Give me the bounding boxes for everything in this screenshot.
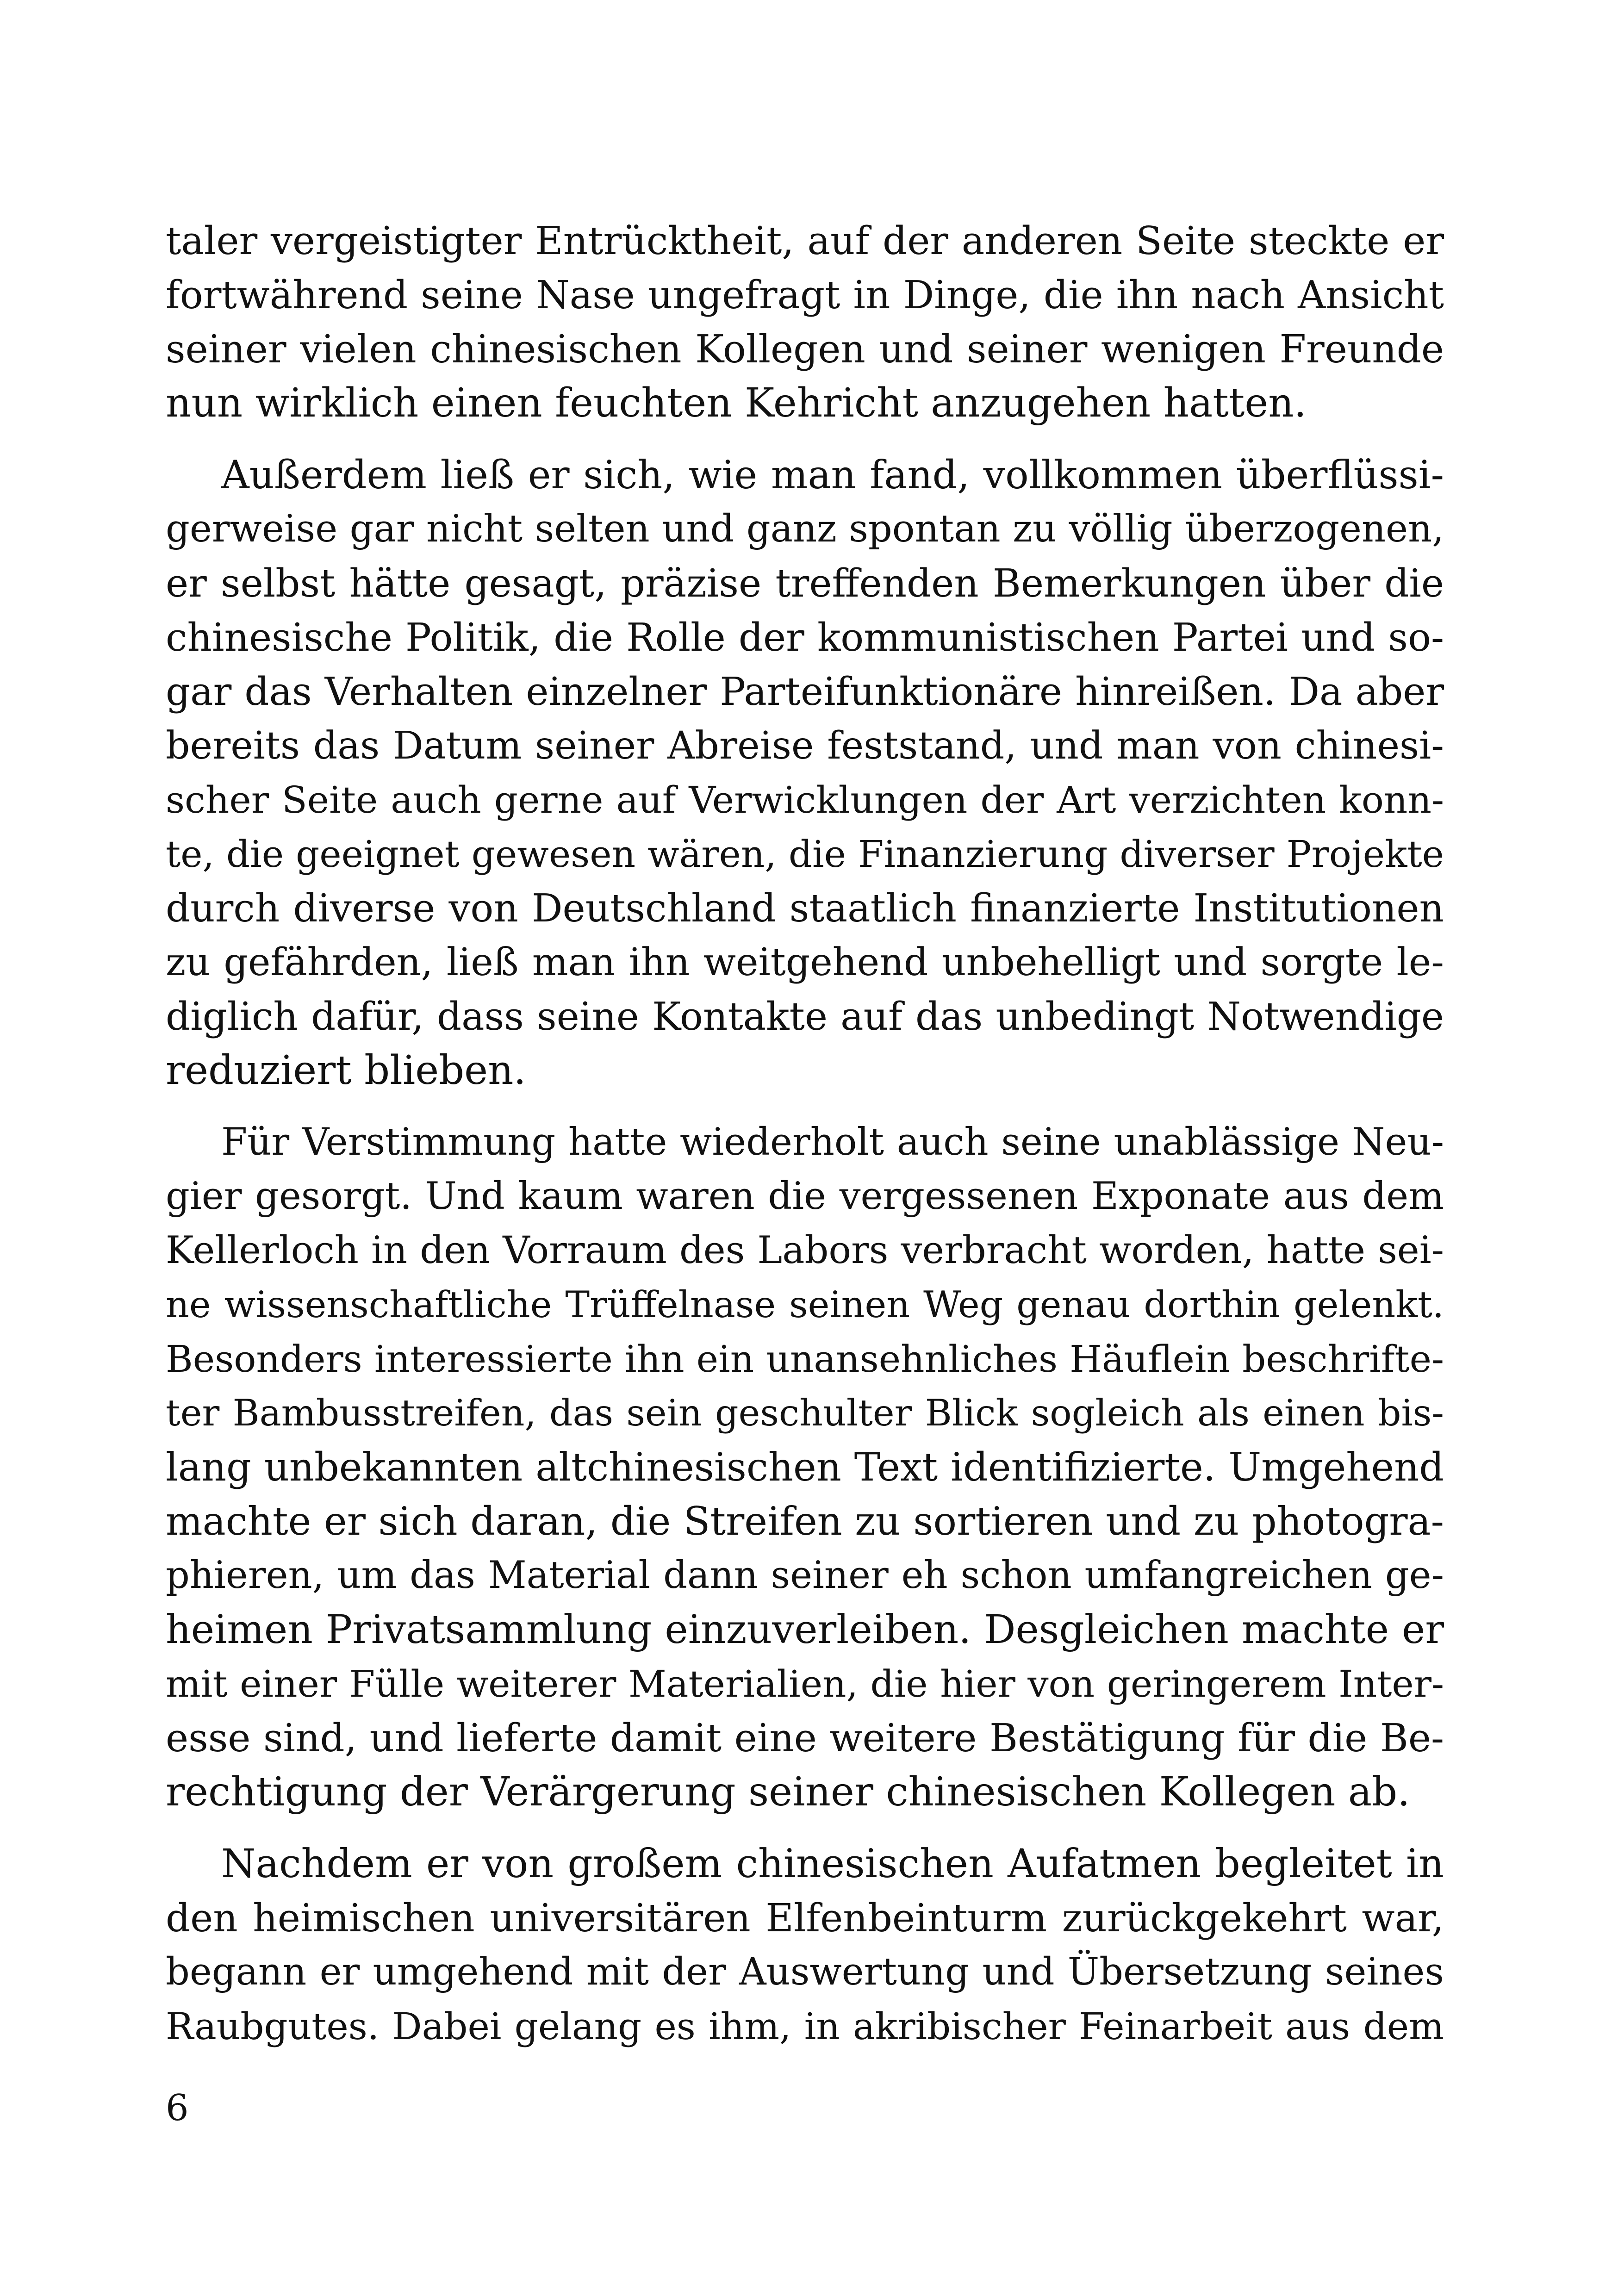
paragraph: [166, 448, 1444, 1098]
text-line: fortwährend seine Nase ungefragt in Dinge, die ihn nach Ansicht: [166, 273, 1444, 317]
text-line: gier gesorgt. Und kaum waren die vergessenen Exponate aus dem: [166, 1175, 1444, 1218]
text-line: Außerdem ließ er sich, wie man fand, vollkommen überflüssi-: [221, 452, 1444, 498]
paragraph: [166, 214, 1444, 430]
paragraph-gap: [166, 1819, 1444, 1837]
text-line: machte er sich daran, die Streifen zu sortieren und zu photogra-: [166, 1499, 1444, 1544]
text-line: taler vergeistigter Entrücktheit, auf der anderen Seite steckte er: [166, 218, 1444, 263]
text-line: Raubgutes. Dabei gelang es ihm, in akribischer Feinarbeit aus dem: [166, 2005, 1444, 2048]
text-line: te, die geeignet gewesen wären, die Finanzierung diverser Projekte: [166, 833, 1444, 876]
paragraph: [166, 1837, 1444, 2053]
text-line: seiner vielen chinesischen Kollegen und seiner wenigen Freunde: [166, 327, 1444, 372]
text-line: rechtigung der Verärgerung seiner chinesischen Kollegen ab.: [166, 1769, 1410, 1815]
page-number: 6: [166, 2087, 189, 2129]
text-line: Nachdem er von großem chinesischen Aufatmen begleitet in: [221, 1841, 1444, 1887]
text-line: zu gefährden, ließ man ihn weitgehend unbehelligt und sorgte le-: [166, 940, 1444, 984]
text-line: esse sind, und lieferte damit eine weitere Bestätigung für die Be-: [166, 1716, 1444, 1761]
text-line: ter Bambusstreifen, das sein geschulter Blick sogleich als einen bis-: [166, 1392, 1444, 1434]
paragraph: [166, 1115, 1444, 1819]
text-line: gerweise gar nicht selten und ganz spontan zu völlig überzogenen,: [166, 507, 1444, 551]
text-line: reduziert blieben.: [166, 1047, 526, 1094]
text-line: Kellerloch in den Vorraum des Labors verbracht worden, hatte sei-: [166, 1229, 1444, 1272]
text-line: Für Verstimmung hatte wiederholt auch seine unablässige Neu-: [221, 1120, 1444, 1164]
text-line: heimen Privatsammlung einzuverleiben. Desgleichen machte er: [166, 1607, 1444, 1653]
text-line: ne wissenschaftliche Trüffelnase seinen Weg genau dorthin gelenkt.: [166, 1283, 1444, 1326]
text-line: diglich dafür, dass seine Kontakte auf das unbedingt Notwendige: [166, 994, 1444, 1039]
paragraph-gap: [166, 430, 1444, 448]
text-line: er selbst hätte gesagt, präzise treffenden Bemerkungen über die: [166, 561, 1444, 606]
paragraph-gap: [166, 1098, 1444, 1115]
text-line: chinesische Politik, die Rolle der kommunistischen Partei und so-: [166, 615, 1444, 660]
text-line: scher Seite auch gerne auf Verwicklungen der Art verzichten konn-: [166, 778, 1444, 821]
text-line: begann er umgehend mit der Auswertung und Übersetzung seines: [166, 1950, 1444, 1994]
text-line: lang unbekannten altchinesischen Text identifizierte. Umgehend: [166, 1444, 1444, 1490]
text-line: gar das Verhalten einzelner Parteifunktionäre hinreißen. Da aber: [166, 669, 1444, 714]
body-text: [166, 214, 1444, 2053]
text-line: Besonders interessierte ihn ein unansehnliches Häuflein beschrifte-: [166, 1338, 1444, 1381]
text-line: mit einer Fülle weiterer Materialien, die hier von geringerem Inter-: [166, 1662, 1444, 1705]
text-line: den heimischen universitären Elfenbeinturm zurückgekehrt war,: [166, 1896, 1444, 1941]
text-line: phieren, um das Material dann seiner eh schon umfangreichen ge-: [166, 1554, 1444, 1597]
text-line: bereits das Datum seiner Abreise feststand, und man von chinesi-: [166, 724, 1444, 768]
text-line: nun wirklich einen feuchten Kehricht anzugehen hatten.: [166, 380, 1307, 426]
text-line: durch diverse von Deutschland staatlich finanzierte Institutionen: [166, 886, 1444, 931]
